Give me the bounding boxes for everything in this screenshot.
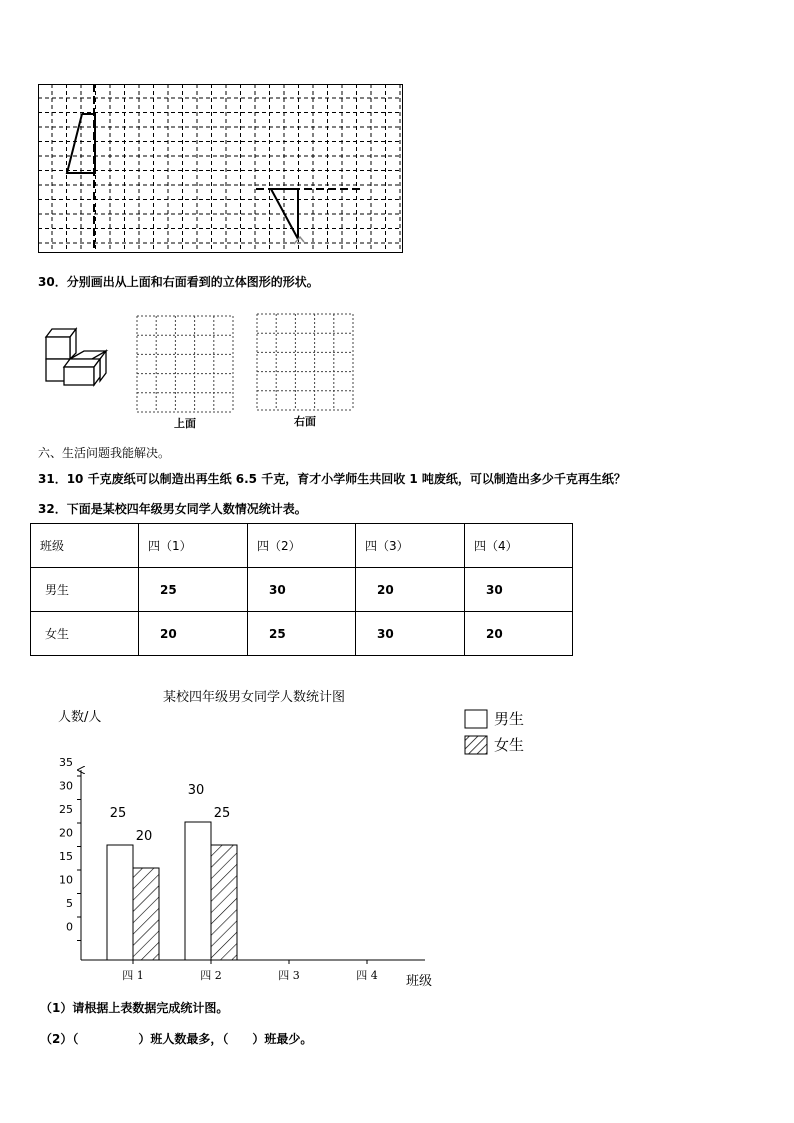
- y-tick-label: 10: [59, 873, 73, 887]
- chart-y-axis-label: 人数/人: [58, 710, 102, 725]
- top-view-caption: 上面: [174, 417, 196, 430]
- table-header-cell: 四（1）: [139, 524, 248, 568]
- x-tick-label: 四 4: [356, 969, 378, 982]
- table-header-cell: 四（4）: [465, 524, 573, 568]
- q31-text: 10 千克废纸可以制造出再生纸 6.5 千克，育才小学师生共回收 1 吨废纸，可以制造出多少千克再生纸？: [66, 472, 626, 486]
- table-cell: 30: [356, 612, 465, 656]
- q32-sub1: （1）请根据上表数据完成统计图。: [40, 1001, 229, 1015]
- bar-girls: [211, 845, 237, 960]
- legend-label-boys: 男生: [494, 710, 525, 728]
- q31-number: 31．: [38, 472, 67, 486]
- q32-text: 下面是某校四年级男女同学人数情况统计表。: [66, 502, 307, 516]
- x-tick-label: 四 3: [278, 969, 300, 982]
- table-cell: 30: [248, 568, 356, 612]
- table-header-cell: 班级: [31, 524, 139, 568]
- table-cell: 25: [139, 568, 248, 612]
- y-tick-label: 5: [66, 897, 73, 910]
- table-cell: 20: [356, 568, 465, 612]
- q30-text: 分别画出从上面和右面看到的立体图形的形状。: [66, 275, 319, 289]
- data-label: 20: [135, 829, 153, 844]
- bar-boys: [107, 845, 133, 960]
- right-view-caption: 右面: [294, 415, 316, 428]
- translation-grid-figure: [38, 84, 404, 254]
- top-view-grid: [136, 315, 234, 413]
- legend-swatch-girls: [465, 736, 487, 754]
- y-tick-label: 15: [59, 850, 73, 863]
- section-6-title: 六、生活问题我能解决。: [38, 446, 171, 460]
- y-tick-label: 20: [59, 826, 73, 840]
- table-cell: 25: [248, 612, 356, 656]
- bar-chart: [0, 750, 460, 990]
- table-row: [31, 568, 573, 612]
- right-view-grid: [256, 313, 354, 411]
- y-tick-label: 0: [66, 920, 73, 934]
- table-row: [31, 612, 573, 656]
- chart-title: 某校四年级男女同学人数统计图: [163, 690, 346, 705]
- table-cell: 20: [465, 612, 573, 656]
- bar-girls: [133, 868, 159, 960]
- row-label-boys: 男生: [31, 568, 139, 612]
- q32-number: 32．: [38, 502, 67, 516]
- chart-x-axis-label: 班级: [406, 974, 433, 989]
- y-tick-label: 30: [59, 779, 73, 793]
- y-tick-label: 25: [59, 803, 73, 816]
- data-label: 30: [187, 783, 205, 798]
- table-header-row: [31, 524, 573, 568]
- data-label: 25: [109, 806, 127, 821]
- y-tick-label: 35: [59, 756, 73, 769]
- cube-solid-icon: [40, 325, 112, 387]
- row-label-girls: 女生: [31, 612, 139, 656]
- table-header-cell: 四（3）: [356, 524, 465, 568]
- bar-boys: [185, 822, 211, 960]
- data-label: 25: [213, 806, 231, 821]
- q30-number: 30．: [38, 275, 67, 289]
- legend-label-girls: 女生: [494, 736, 525, 754]
- x-tick-label: 四 1: [122, 969, 144, 982]
- x-tick-label: 四 2: [200, 969, 222, 982]
- legend-swatch-boys: [465, 710, 487, 728]
- q32-sub2: （2）（ ）班人数最多，（ ）班最少。: [40, 1032, 313, 1046]
- table-cell: 30: [465, 568, 573, 612]
- table-cell: 20: [139, 612, 248, 656]
- stats-table: [30, 523, 573, 656]
- table-header-cell: 四（2）: [248, 524, 356, 568]
